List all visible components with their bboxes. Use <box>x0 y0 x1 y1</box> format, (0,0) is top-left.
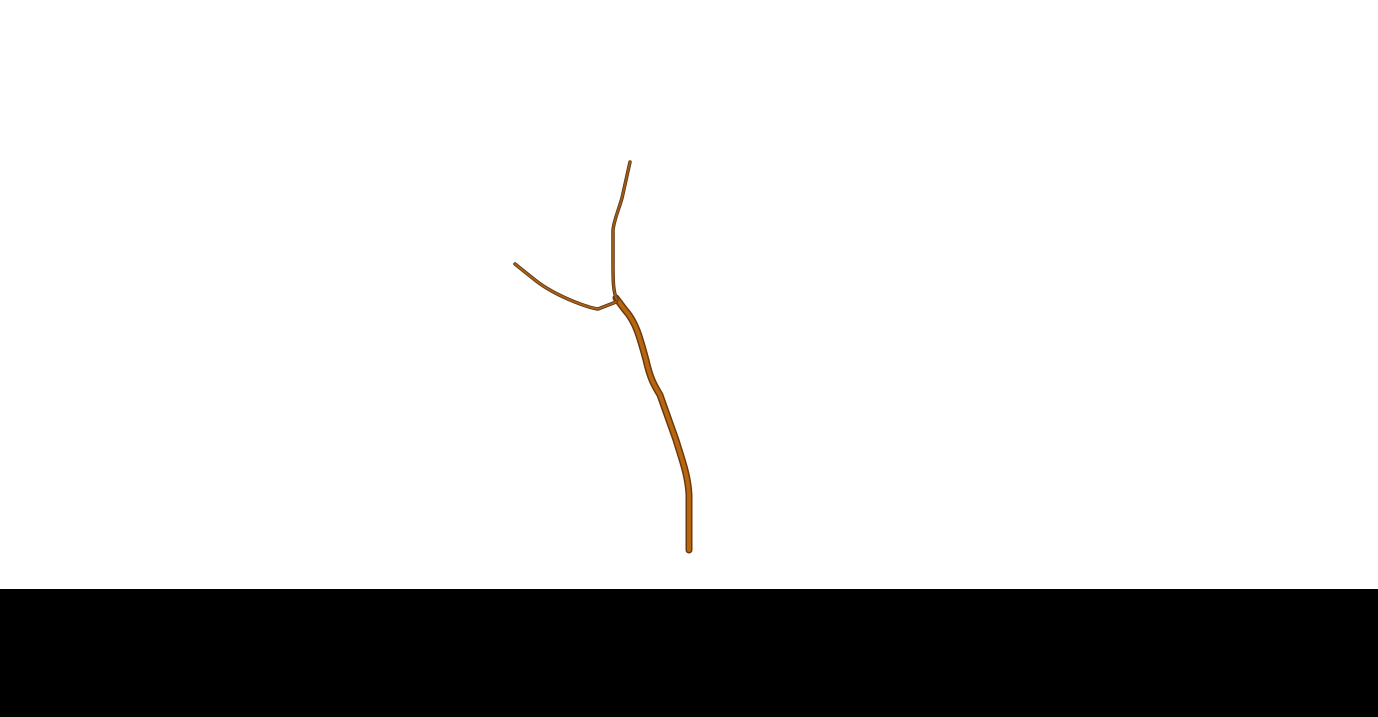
left-branch <box>515 264 616 309</box>
upper-branch-highlight <box>613 162 630 300</box>
ground-plane <box>0 589 1378 717</box>
trunk-highlight <box>616 298 689 550</box>
upper-branch <box>613 162 630 300</box>
left-branch-highlight <box>515 264 616 309</box>
trunk <box>616 298 689 550</box>
